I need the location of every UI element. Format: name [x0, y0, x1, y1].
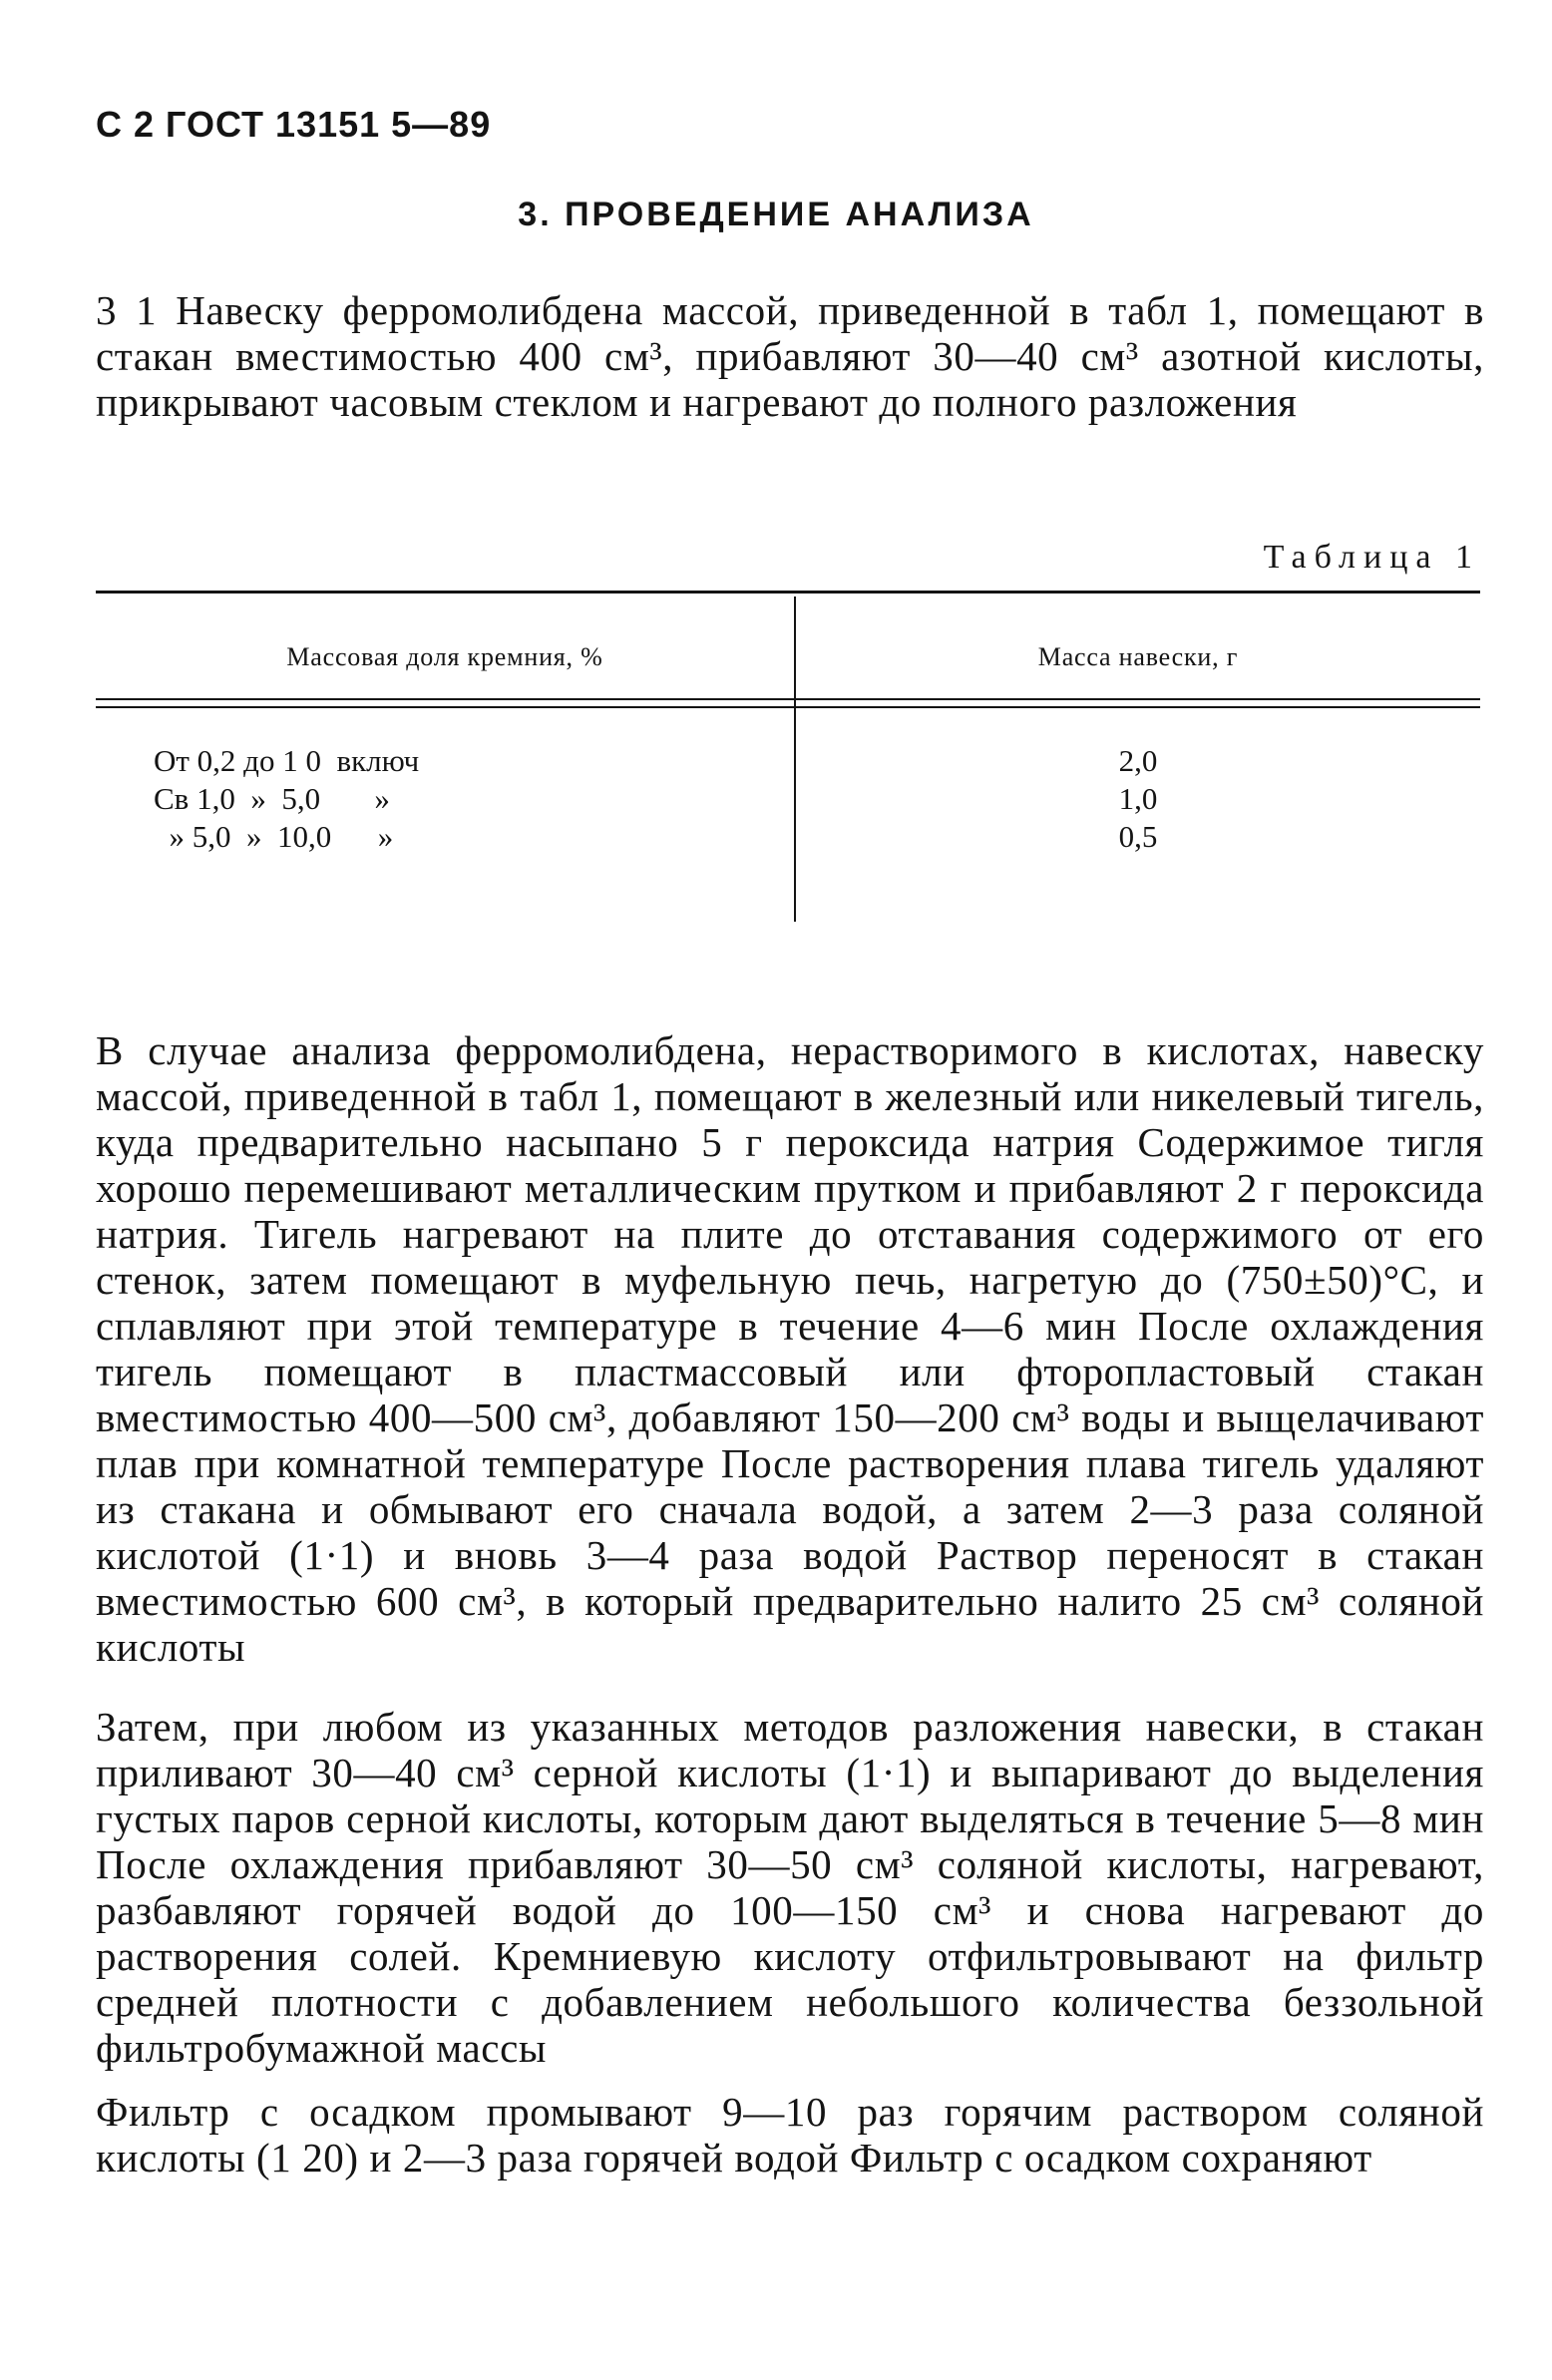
table-cell-mass: 0,5	[1118, 819, 1158, 854]
paragraph-alkaline-fusion: В случае анализа ферромолибдена, нерастворимого в кислотах, навеску массой, приведенной в табл 1, помещают в железный или никелевый тигель, куда предварительно насыпано 5 г пероксида натрия Содержимое тигля хорошо перемешивают металлическим прутком и прибавляют 2 г пероксида натрия. Тигель нагревают на плите до отставания содержимого от его стенок, затем помещают в муфельную печь, нагретую до (750±50)°С, и сплавляют при этой температуре в течение 4—6 мин После охлаждения тигель помещают в пластмассовый или фторопластовый стакан вместимостью 400—500 см³, добавляют 150—200 см³ воды и выщелачивают плав при комнатной температуре После растворения плава тигель удаляют из стакана и обмывают его сначала водой, а затем 2—3 раза соляной кислотой (1·1) и вновь 3—4 раза водой Раствор переносят в стакан вместимостью 600 см³, в который предварительно налито 25 см³ соляной кислоты	[96, 1027, 1484, 1670]
table-cell-mass: 2,0	[1118, 743, 1158, 778]
table-cell-range: От 0,2 до 1 0 включ	[154, 743, 420, 778]
paragraph-sulfuric-evaporation: Затем, при любом из указанных методов разложения навески, в стакан приливают 30—40 см³ серной кислоты (1·1) и выпаривают до выделения густых паров серной кислоты, которым дают выделяться в течение 5—8 мин После охлаждения прибавляют 30—50 см³ соляной кислоты, нагревают, разбавляют горячей водой до 100—150 см³ и снова нагревают до растворения солей. Кремниевую кислоту отфильтровывают на фильтр средней плотности с добавлением небольшого количества беззольной фильтробумажной массы	[96, 1704, 1484, 2071]
table-row	[96, 742, 1480, 780]
table-caption: Таблица 1	[1263, 539, 1480, 576]
section-title: 3. ПРОВЕДЕНИЕ АНАЛИЗА	[518, 196, 1034, 233]
table-header-sample-mass: Масса навески, г	[1037, 642, 1239, 671]
table-top-rule	[96, 591, 1480, 594]
table-header-silicon-fraction: Массовая доля кремния, %	[286, 642, 603, 671]
paragraph-3-1: 3 1 Навеску ферромолибдена массой, приведенной в табл 1, помещают в стакан вместимостью 400 см³, прибавляют 30—40 см³ азотной кислоты, прикрывают часовым стеклом и нагревают до полного разложения	[96, 287, 1484, 425]
sample-mass-table	[96, 591, 1480, 926]
table-row	[96, 780, 1480, 818]
table-row	[96, 818, 1480, 856]
table-body	[96, 742, 1480, 856]
table-header-rule	[96, 706, 1480, 708]
paragraph-filter-washing: Фильтр с осадком промывают 9—10 раз горячим раствором соляной кислоты (1 20) и 2—3 раза горячей водой Фильтр с осадком сохраняют	[96, 2089, 1484, 2181]
page-header: С 2 ГОСТ 13151 5—89	[96, 104, 492, 145]
table-cell-mass: 1,0	[1118, 781, 1158, 816]
table-cell-range: Св 1,0 » 5,0 »	[154, 781, 390, 816]
table-header-rule	[96, 698, 1480, 700]
table-cell-range: » 5,0 » 10,0 »	[154, 819, 394, 854]
